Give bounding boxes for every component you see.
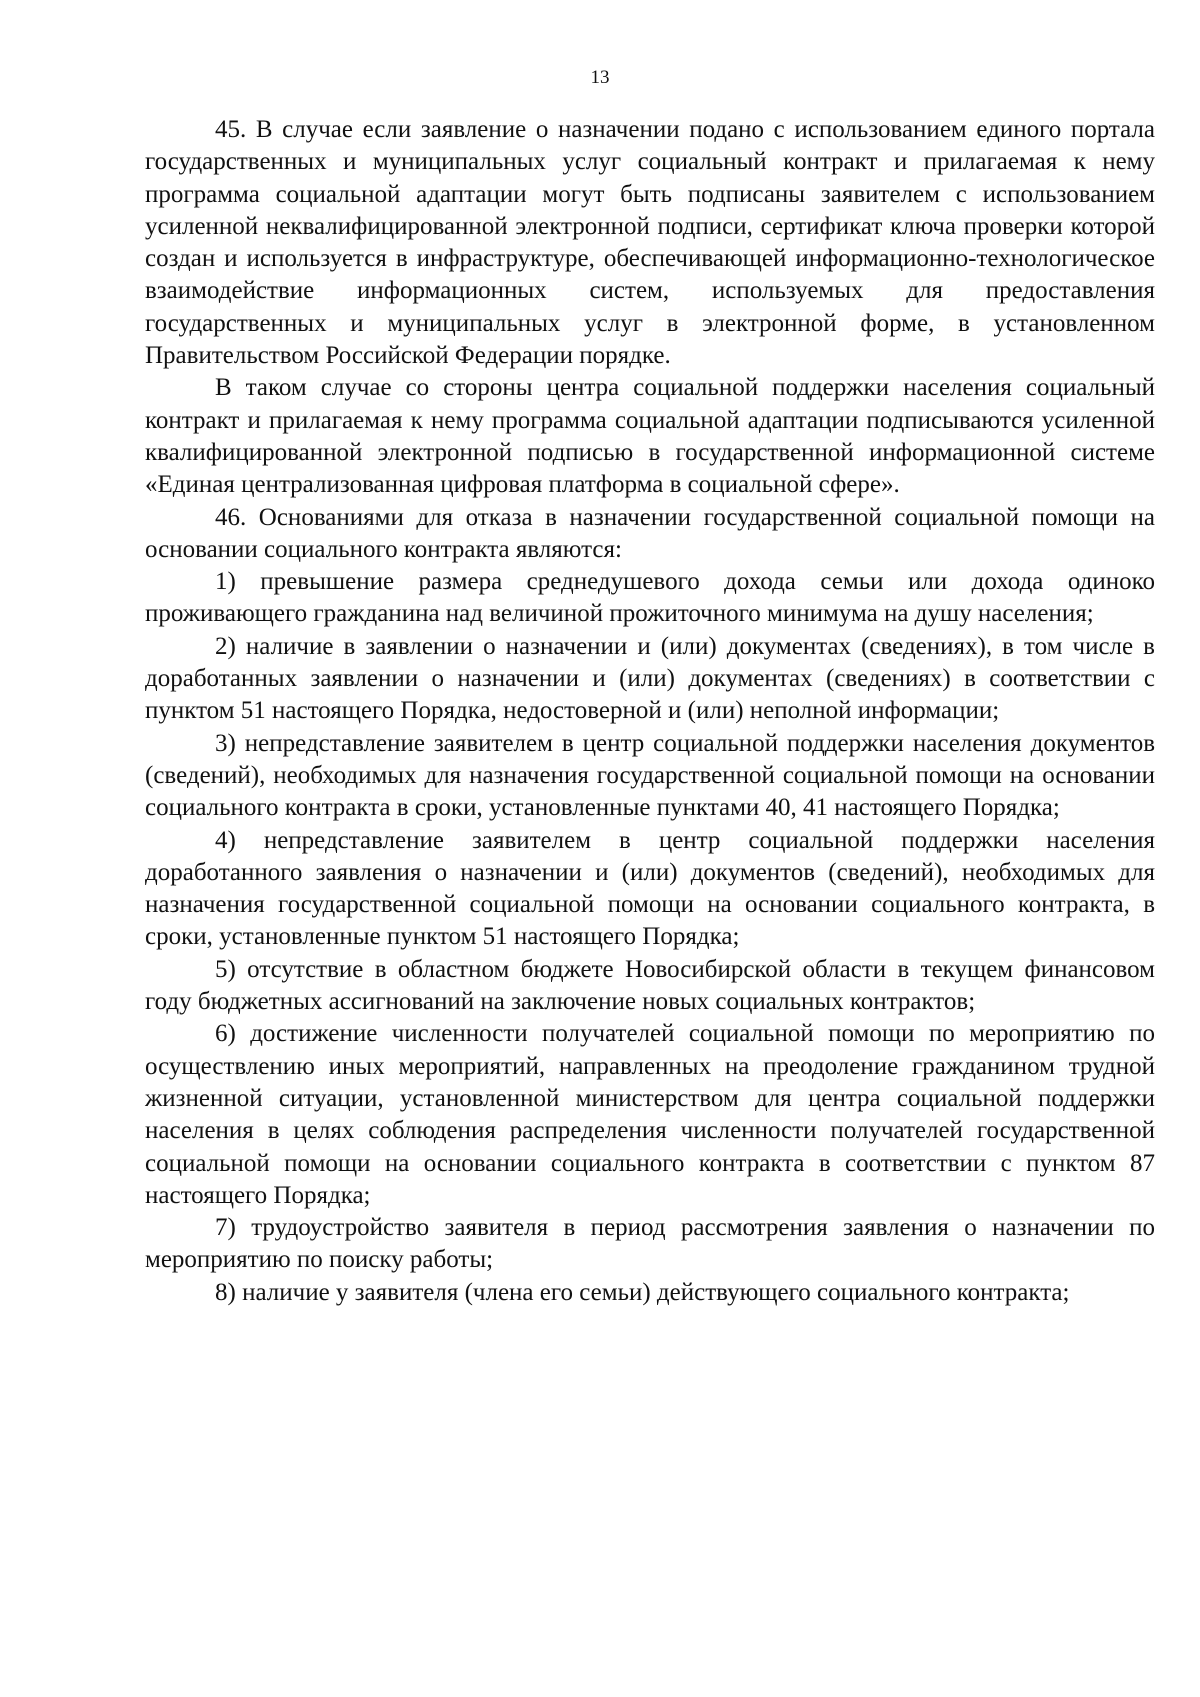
list-item-3: 3) непредставление заявителем в центр социальной поддержки населения документов (сведений), необходимых для назначения государственной социальной помощи на основании социального контракта в сроки, установленные пунктами 40, 41 настоящего Порядка;: [145, 729, 1155, 822]
list-item-6: 6) достижение численности получателей социальной помощи по мероприятию по осуществлению иных мероприятий, направленных на преодоление гражданином трудной жизненной ситуации, установленной министерством для центра социальной поддержки населения в целях соблюдения распределения численности получателей государственной социальной помощи на основании социального контракта в соответствии с пунктом 87 настоящего Порядка;: [145, 1020, 1155, 1209]
list-item-2: 2) наличие в заявлении о назначении и (или) документах (сведениях), в том числе в доработанных заявлении о назначении и (или) документах (сведениях) в соответствии с пунктом 51 настоящего Порядка, недостоверной и (или) неполной информации;: [145, 632, 1155, 725]
list-item-7: 7) трудоустройство заявителя в период рассмотрения заявления о назначении по мероприятию по поиску работы;: [145, 1214, 1155, 1274]
list-item-5: 5) отсутствие в областном бюджете Новосибирской области в текущем финансовом году бюджетных ассигнований на заключение новых социальных контрактов;: [145, 955, 1155, 1016]
paragraph-46: 46. Основаниями для отказа в назначении государственной социальной помощи на основании социального контракта являются:: [145, 503, 1155, 563]
document-body: [145, 114, 1155, 1309]
page-number: 13: [590, 67, 610, 88]
paragraph-45: 45. В случае если заявление о назначении подано с использованием единого портала государственных и муниципальных услуг социальный контракт и прилагаемая к нему программа социальной адаптации могут быть подписаны заявителем с использованием усиленной неквалифицированной электронной подписи, сертификат ключа проверки которой создан и используется в инфраструктуре, обеспечивающей информационно-технологическое взаимодействие информационных систем, используемых для предоставления государственных и муниципальных услуг в электронной форме, в установленном Правительством Российской Федерации порядке.: [145, 116, 1155, 370]
list-item-8: 8) наличие у заявителя (члена его семьи) действующего социального контракта;: [215, 1278, 1070, 1306]
list-item-1: 1) превышение размера среднедушевого дохода семьи или дохода одиноко проживающего гражданина над величиной прожиточного минимума на душу населения;: [145, 568, 1155, 628]
list-item-4: 4) непредставление заявителем в центр социальной поддержки населения доработанного заявления о назначении и (или) документов (сведений), необходимых для назначения государственной социальной помощи на основании социального контракта, в сроки, установленные пунктом 51 настоящего Порядка;: [145, 826, 1155, 951]
paragraph-45-continuation: В таком случае со стороны центра социальной поддержки населения социальный контракт и прилагаемая к нему программа социальной адаптации подписываются усиленной квалифицированной электронной подписью в государственной информационной системе «Единая централизованная цифровая платформа в социальной сфере».: [145, 374, 1155, 499]
